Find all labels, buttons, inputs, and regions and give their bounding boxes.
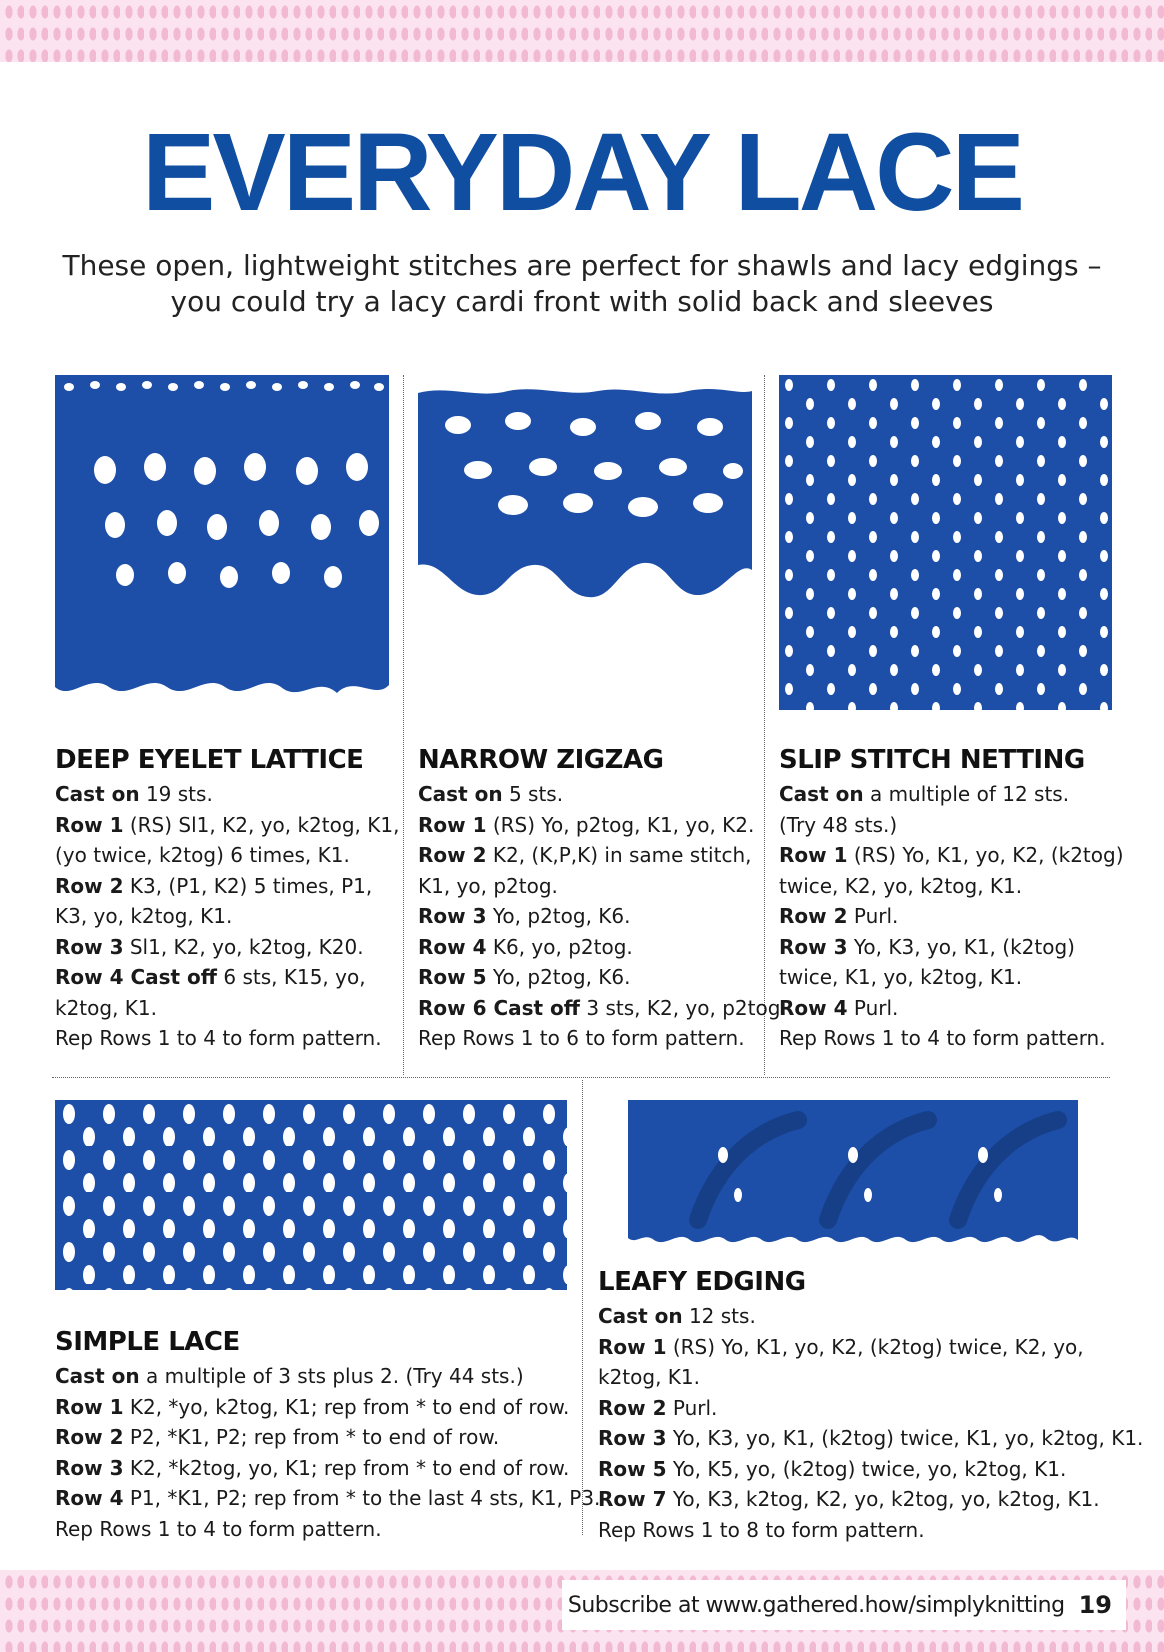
instruction-text: P2, *K1, P2; rep from * to end of row. (123, 1425, 500, 1449)
pattern-title: DEEP EYELET LATTICE (55, 745, 364, 775)
instruction-label: Row 4 (418, 934, 487, 959)
instruction-label: Row 3 (55, 1455, 124, 1480)
pattern-instructions (779, 779, 1124, 1054)
instruction-line (418, 871, 758, 902)
instruction-label: Row 3 (779, 934, 848, 959)
instruction-line (598, 1423, 1144, 1454)
instruction-line (779, 871, 1119, 902)
instruction-text: (RS) Sl1, K2, yo, k2tog, K1, (123, 812, 400, 837)
instruction-label: Row 4 (55, 1486, 124, 1510)
pattern-instructions (598, 1301, 1144, 1545)
instruction-label: Row 2 (55, 873, 124, 898)
instruction-label: Cast on (598, 1304, 683, 1328)
pattern-deep-eyelet-lattice (55, 743, 400, 1054)
instruction-line (55, 779, 395, 810)
instruction-line (55, 1361, 575, 1392)
swatch-narrow-zigzag (418, 385, 752, 635)
instruction-label: Row 2 (55, 1425, 124, 1449)
instruction-text: Purl. (847, 995, 899, 1020)
instruction-text: K3, yo, k2tog, K1. (55, 904, 233, 928)
instruction-label: Row 1 (598, 1334, 667, 1359)
instruction-line (55, 962, 395, 993)
page-subtitle: These open, lightweight stitches are perfect for shawls and lacy edgings – you could try a lacy cardi front with solid back and sleeves (62, 249, 1102, 318)
instruction-label: Row 5 (418, 965, 487, 989)
swatch-simple-lace (55, 1100, 567, 1290)
instruction-text: Sl1, K2, yo, k2tog, K20. (123, 934, 364, 959)
instruction-label: Row 2 (418, 843, 487, 867)
instruction-text: Yo, p2tog, K6. (486, 904, 631, 928)
instruction-line (779, 810, 1119, 841)
pattern-simple-lace (55, 1325, 601, 1544)
instruction-line (418, 779, 758, 810)
swatch-slip-stitch-netting (779, 375, 1112, 710)
footer (562, 1580, 1126, 1630)
instruction-line (779, 840, 1124, 871)
instruction-label: Row 7 (598, 1487, 667, 1511)
instruction-line (55, 901, 395, 932)
instruction-line (779, 901, 1119, 932)
instruction-label: Cast on (779, 782, 864, 806)
instruction-text: Purl. (847, 904, 899, 928)
instruction-line (418, 932, 758, 963)
knit-pattern-top-band (0, 0, 1164, 62)
instruction-line (418, 901, 758, 932)
instruction-text: Purl. (666, 1395, 718, 1420)
instruction-label: Row 3 (598, 1426, 667, 1450)
instruction-line (55, 932, 395, 963)
instruction-line (418, 1023, 758, 1054)
instruction-text: K3, (P1, K2) 5 times, P1, (123, 873, 373, 898)
instruction-label: Row 4 Cast off (55, 965, 218, 989)
instruction-label: Cast on (55, 782, 140, 806)
page-number: 19 (1078, 1591, 1112, 1619)
subscribe-link[interactable]: Subscribe at www.gathered.how/simplyknitting (567, 1592, 1065, 1618)
instruction-line (55, 1422, 575, 1453)
instruction-label: Row 3 (418, 904, 487, 928)
instruction-text: (Try 48 sts.) (779, 812, 898, 837)
pattern-leafy-edging (598, 1265, 1144, 1545)
instruction-line (418, 962, 758, 993)
instruction-line (598, 1515, 1128, 1546)
instruction-text: Yo, K5, yo, (k2tog) twice, yo, k2tog, K1. (666, 1456, 1067, 1481)
page-title: EVERYDAY LACE (142, 111, 1022, 234)
instruction-label: Row 1 (55, 812, 124, 837)
instruction-line (418, 840, 758, 871)
instruction-label: Cast on (418, 782, 503, 806)
column-divider-1 (403, 375, 404, 1075)
instruction-line (55, 1392, 575, 1423)
instruction-label: Row 1 (55, 1394, 124, 1419)
instruction-text: (RS) Yo, p2tog, K1, yo, K2. (486, 812, 755, 837)
instruction-line (55, 810, 400, 841)
instruction-text: a multiple of 3 sts plus 2. (Try 44 sts.) (139, 1364, 524, 1388)
instruction-text: Rep Rows 1 to 4 to form pattern. (779, 1026, 1106, 1050)
instruction-text: 19 sts. (139, 782, 213, 806)
instruction-line (779, 932, 1119, 963)
instruction-text: Rep Rows 1 to 6 to form pattern. (418, 1026, 745, 1050)
swatch-leafy-edging (628, 1100, 1078, 1250)
instruction-text: K6, yo, p2tog. (486, 934, 633, 959)
instruction-text: K1, yo, p2tog. (418, 873, 558, 898)
instruction-label: Row 2 (779, 904, 848, 928)
instruction-label: Row 5 (598, 1456, 667, 1481)
instruction-line (55, 840, 395, 871)
instruction-text: Yo, K3, k2tog, K2, yo, k2tog, yo, k2tog, K1. (666, 1487, 1100, 1511)
instruction-text: twice, K2, yo, k2tog, K1. (779, 873, 1023, 898)
instruction-line (598, 1484, 1128, 1515)
instruction-text: Rep Rows 1 to 8 to form pattern. (598, 1517, 925, 1542)
instruction-text: k2tog, K1. (598, 1365, 700, 1389)
instruction-text: (RS) Yo, K1, yo, K2, (k2tog) twice, K2, yo, (666, 1334, 1084, 1359)
instruction-text: (yo twice, k2tog) 6 times, K1. (55, 843, 350, 867)
instruction-text: 12 sts. (682, 1304, 756, 1328)
instruction-line (55, 871, 395, 902)
instruction-text: Yo, p2tog, K6. (486, 965, 631, 989)
instruction-line (55, 1514, 575, 1545)
instruction-line (418, 810, 758, 841)
instruction-text: twice, K1, yo, k2tog, K1. (779, 965, 1023, 989)
instruction-line (598, 1454, 1128, 1485)
instruction-text: 3 sts, K2, yo, p2tog. (580, 995, 787, 1020)
pattern-title: SLIP STITCH NETTING (779, 745, 1085, 775)
instruction-label: Row 1 (779, 843, 848, 867)
column-divider-3 (582, 1080, 583, 1535)
instruction-text: P1, *K1, P2; rep from * to the last 4 sts, K1, P3. (123, 1486, 601, 1510)
instruction-line (55, 1023, 395, 1054)
pattern-title: NARROW ZIGZAG (418, 745, 664, 775)
pattern-instructions (418, 779, 787, 1054)
instruction-text: Rep Rows 1 to 4 to form pattern. (55, 1026, 382, 1050)
instruction-line (598, 1362, 1128, 1393)
instruction-label: Row 3 (55, 934, 124, 959)
row-divider (52, 1077, 1110, 1078)
instruction-line (779, 962, 1119, 993)
instruction-line (779, 779, 1119, 810)
swatch-deep-eyelet-lattice (55, 375, 389, 705)
instruction-text: Rep Rows 1 to 4 to form pattern. (55, 1516, 382, 1541)
pattern-slip-stitch-netting (779, 743, 1124, 1054)
instruction-line (55, 1483, 601, 1514)
instruction-text: Yo, K3, yo, K1, (k2tog) twice, K1, yo, k2tog, K1. (666, 1426, 1144, 1450)
instruction-text: K2, (K,P,K) in same stitch, (486, 843, 752, 867)
pattern-title: SIMPLE LACE (55, 1327, 240, 1357)
instruction-text: 5 sts. (502, 782, 564, 806)
instruction-text: Yo, K3, yo, K1, (k2tog) (847, 934, 1075, 959)
instruction-line (418, 993, 787, 1024)
instruction-label: Row 1 (418, 812, 487, 837)
instruction-line (55, 1453, 575, 1484)
instruction-text: k2tog, K1. (55, 995, 157, 1020)
instruction-label: Row 6 Cast off (418, 995, 581, 1020)
instruction-line (779, 1023, 1119, 1054)
instruction-line (598, 1301, 1128, 1332)
column-divider-2 (764, 375, 765, 1075)
instruction-line (779, 993, 1119, 1024)
instruction-label: Row 4 (779, 995, 848, 1020)
instruction-text: K2, *yo, k2tog, K1; rep from * to end of row. (123, 1394, 570, 1419)
instruction-label: Cast on (55, 1364, 140, 1388)
pattern-instructions (55, 779, 400, 1054)
instruction-line (598, 1332, 1128, 1363)
pattern-instructions (55, 1361, 601, 1544)
instruction-label: Row 2 (598, 1395, 667, 1420)
instruction-line (55, 993, 395, 1024)
instruction-text: 6 sts, K15, yo, (217, 965, 366, 989)
instruction-text: K2, *k2tog, yo, K1; rep from * to end of row. (123, 1455, 570, 1480)
instruction-line (598, 1393, 1128, 1424)
instruction-text: (RS) Yo, K1, yo, K2, (k2tog) (847, 843, 1124, 867)
instruction-text: a multiple of 12 sts. (863, 782, 1070, 806)
pattern-title: LEAFY EDGING (598, 1267, 806, 1297)
pattern-narrow-zigzag (418, 743, 787, 1054)
